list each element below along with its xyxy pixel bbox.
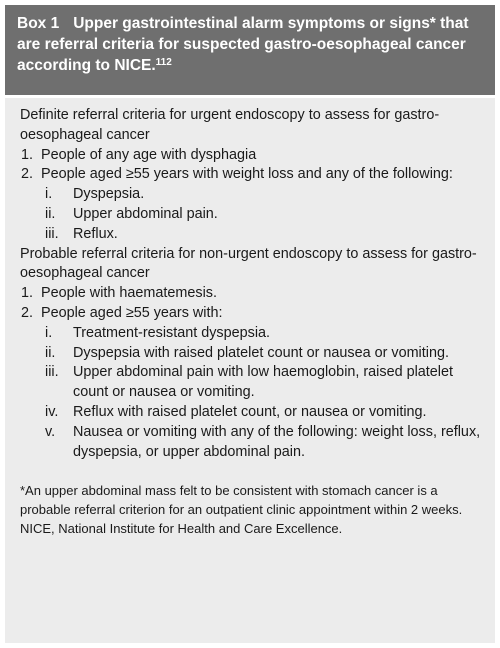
definite-criteria-list bbox=[20, 146, 481, 245]
sub-criteria-item bbox=[41, 344, 481, 364]
sub-criteria-item bbox=[41, 225, 481, 245]
sub-item-text: Dyspepsia with raised platelet count or nausea or vomiting. bbox=[73, 344, 449, 361]
sub-criteria-list bbox=[41, 324, 481, 463]
sub-criteria-item bbox=[41, 363, 481, 403]
sub-criteria-item bbox=[41, 185, 481, 205]
criteria-item bbox=[20, 304, 481, 462]
sub-item-number: ii. bbox=[45, 205, 56, 222]
item-text: People aged ≥55 years with: bbox=[41, 304, 223, 321]
item-number: 1. bbox=[21, 285, 34, 302]
box-header bbox=[5, 5, 495, 95]
sub-item-text: Upper abdominal pain with low haemoglobin, raised platelet count or nausea or vomiting. bbox=[73, 364, 453, 401]
sub-item-number: i. bbox=[45, 324, 53, 341]
sub-criteria-item bbox=[41, 205, 481, 225]
footnotes bbox=[20, 482, 481, 538]
sub-item-text: Nausea or vomiting with any of the following: weight loss, reflux, dyspepsia, or upper abdominal pain. bbox=[73, 423, 481, 460]
sub-criteria-item bbox=[41, 403, 481, 423]
item-text: People aged ≥55 years with weight loss and any of the following: bbox=[41, 166, 453, 183]
sub-item-text: Treatment-resistant dyspepsia. bbox=[73, 324, 271, 341]
sub-item-number: i. bbox=[45, 186, 53, 203]
criteria-item bbox=[20, 146, 481, 166]
sub-item-number: iii. bbox=[45, 364, 59, 381]
box-number: Box 1 bbox=[17, 15, 60, 32]
reference-superscript: 112 bbox=[155, 57, 172, 68]
item-text: People of any age with dysphagia bbox=[41, 146, 257, 163]
sub-item-number: iii. bbox=[45, 225, 59, 242]
item-number: 2. bbox=[21, 304, 34, 321]
abbreviation-footnote: NICE, National Institute for Health and Care Excellence. bbox=[20, 520, 343, 536]
probable-criteria-list bbox=[20, 284, 481, 462]
item-text: People with haematemesis. bbox=[41, 285, 217, 302]
sub-item-text: Upper abdominal pain. bbox=[73, 205, 218, 222]
definite-heading: Definite referral criteria for urgent endoscopy to assess for gastro-oesophageal cancer bbox=[20, 107, 440, 143]
sub-criteria-list bbox=[41, 185, 481, 244]
item-number: 1. bbox=[21, 146, 34, 163]
sub-item-text: Reflux with raised platelet count, or nausea or vomiting. bbox=[73, 403, 427, 420]
sub-item-text: Dyspepsia. bbox=[73, 186, 145, 203]
sub-item-text: Reflux. bbox=[73, 225, 118, 242]
sub-item-number: ii. bbox=[45, 344, 56, 361]
box-title: Upper gastrointestinal alarm symptoms or signs* that are referral criteria for suspected gastro-oesophageal cancer according to NICE. bbox=[17, 15, 469, 74]
asterisk-footnote: *An upper abdominal mass felt to be consistent with stomach cancer is a probable referral criterion for an outpatient clinic appointment within 2 weeks. bbox=[20, 483, 463, 517]
criteria-item bbox=[20, 284, 481, 304]
probable-heading: Probable referral criteria for non-urgent endoscopy to assess for gastro-oesophageal cancer bbox=[20, 245, 477, 282]
criteria-item bbox=[20, 165, 481, 244]
item-number: 2. bbox=[21, 166, 34, 183]
sub-criteria-item bbox=[41, 324, 481, 344]
sub-item-number: iv. bbox=[45, 403, 59, 420]
sub-criteria-item bbox=[41, 423, 481, 463]
box-content bbox=[5, 98, 495, 538]
box-panel bbox=[5, 5, 495, 643]
sub-item-number: v. bbox=[45, 423, 56, 440]
